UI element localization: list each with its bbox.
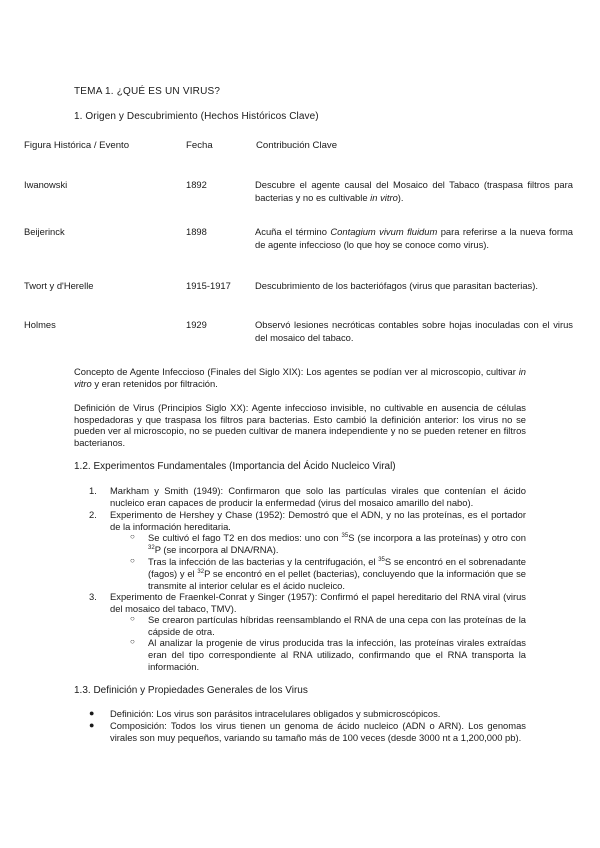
sub-list-item: Tras la infección de las bacterias y la centrifugación, el $^{35}$S se encontró en el sobrenadante (fagos) y el $^{32}$P se encontró en el pellet (bacterias), concluyendo que la información que se transmite al interior celular es el ácido nucleico. (148, 556, 526, 591)
definition-paragraph: Definición de Virus (Principios Siglo XX): Agente infeccioso invisible, no cultivable en ausencia de células hospedadoras y que traspasa los filtros para bacterias. Esto cambió la definición anterior: los virus no se pueden ver al microscopio, no se pueden cultivar de manera independiente y no se pueden retener en filtros bacterianos. (74, 402, 526, 448)
table-row-contribution: Descubrimiento de los bacteriófagos (virus que parasitan bacterias). (255, 280, 538, 291)
bullet-icon: ● (89, 708, 95, 718)
list-item: Markham y Smith (1949): Confirmaron que solo las partículas virales que contenían el ácido nucleico eran capaces de producir la enfermedad (virus del mosaico amarillo del nabo). (110, 485, 526, 508)
table-row-date: 1892 (186, 179, 207, 190)
sub-bullet-icon: ○ (130, 556, 135, 565)
sub-bullet-icon: ○ (130, 614, 135, 623)
table-row-contribution: Acuña el término Contagium vivum fluidum para referirse a la nueva forma de agente infeccioso (lo que hoy se conoce como virus). (255, 226, 573, 250)
table-header-date: Fecha (186, 140, 213, 151)
table-row-contribution: Descubre el agente causal del Mosaico del Tabaco (traspasa filtros para bacterias y no es cultivable in vitro). (255, 179, 573, 203)
list-item: Experimento de Fraenkel-Conrat y Singer (1957): Confirmó el papel hereditario del RNA viral (virus del mosaico del tabaco, TMV). (110, 591, 526, 614)
section-2-heading: 1.2. Experimentos Fundamentales (Importancia del Ácido Nucleico Viral) (74, 461, 396, 472)
table-row-figure: Twort y d'Herelle (24, 280, 94, 291)
sub-bullet-icon: ○ (130, 637, 135, 646)
bullet-icon: ● (89, 720, 95, 730)
section-3-heading: 1.3. Definición y Propiedades Generales de los Virus (74, 685, 308, 696)
list-number: 2. (89, 509, 97, 520)
sub-list-item: Se cultivó el fago T2 en dos medios: uno con $^{35}$S (se incorpora a las proteínas) y otro con $^{32}$P (se incorpora al DNA/RNA). (148, 532, 526, 555)
table-header-contribution: Contribución Clave (256, 140, 338, 151)
sub-list-item: Al analizar la progenie de virus producida tras la infección, las proteínas virales extraídas eran del tipo correspondiente al RNA utilizado, confirmando que el RNA transporta la información. (148, 637, 526, 672)
sub-list-item: Se crearon partículas híbridas reensamblando el RNA de una cepa con las proteínas de la cápside de otra. (148, 614, 526, 637)
table-row-figure: Iwanowski (24, 179, 68, 190)
bullet-item: Definición: Los virus son parásitos intracelulares obligados y submicroscópicos. (110, 708, 441, 719)
list-number: 3. (89, 591, 97, 602)
page-title: TEMA 1. ¿QUÉ ES UN VIRUS? (74, 86, 221, 97)
table-header-figure: Figura Histórica / Evento (24, 140, 130, 151)
list-item: Experimento de Hershey y Chase (1952): Demostró que el ADN, y no las proteínas, es el portador de la información hereditaria. (110, 509, 526, 532)
section-1-heading: 1. Origen y Descubrimiento (Hechos Históricos Clave) (74, 111, 319, 122)
concept-paragraph: Concepto de Agente Infeccioso (Finales del Siglo XIX): Los agentes se podían ver al microscopio, cultivar in vitro y eran retenidos por filtración. (74, 366, 526, 389)
table-row-date: 1929 (186, 319, 207, 330)
table-row-date: 1898 (186, 226, 207, 237)
table-row-date: 1915-1917 (186, 280, 231, 291)
sub-bullet-icon: ○ (130, 532, 135, 541)
table-row-contribution: Observó lesiones necróticas contables sobre hojas inoculadas con el virus del mosaico del tabaco. (255, 319, 573, 343)
table-row-figure: Holmes (24, 319, 56, 330)
list-number: 1. (89, 485, 97, 496)
table-row-figure: Beijerinck (24, 226, 65, 237)
bullet-item: Composición: Todos los virus tienen un genoma de ácido nucleico (ADN o ARN). Los genomas virales son muy pequeños, variando su tamaño más de 100 veces (desde 3000 nt a 1,200,000 pb). (110, 720, 526, 743)
